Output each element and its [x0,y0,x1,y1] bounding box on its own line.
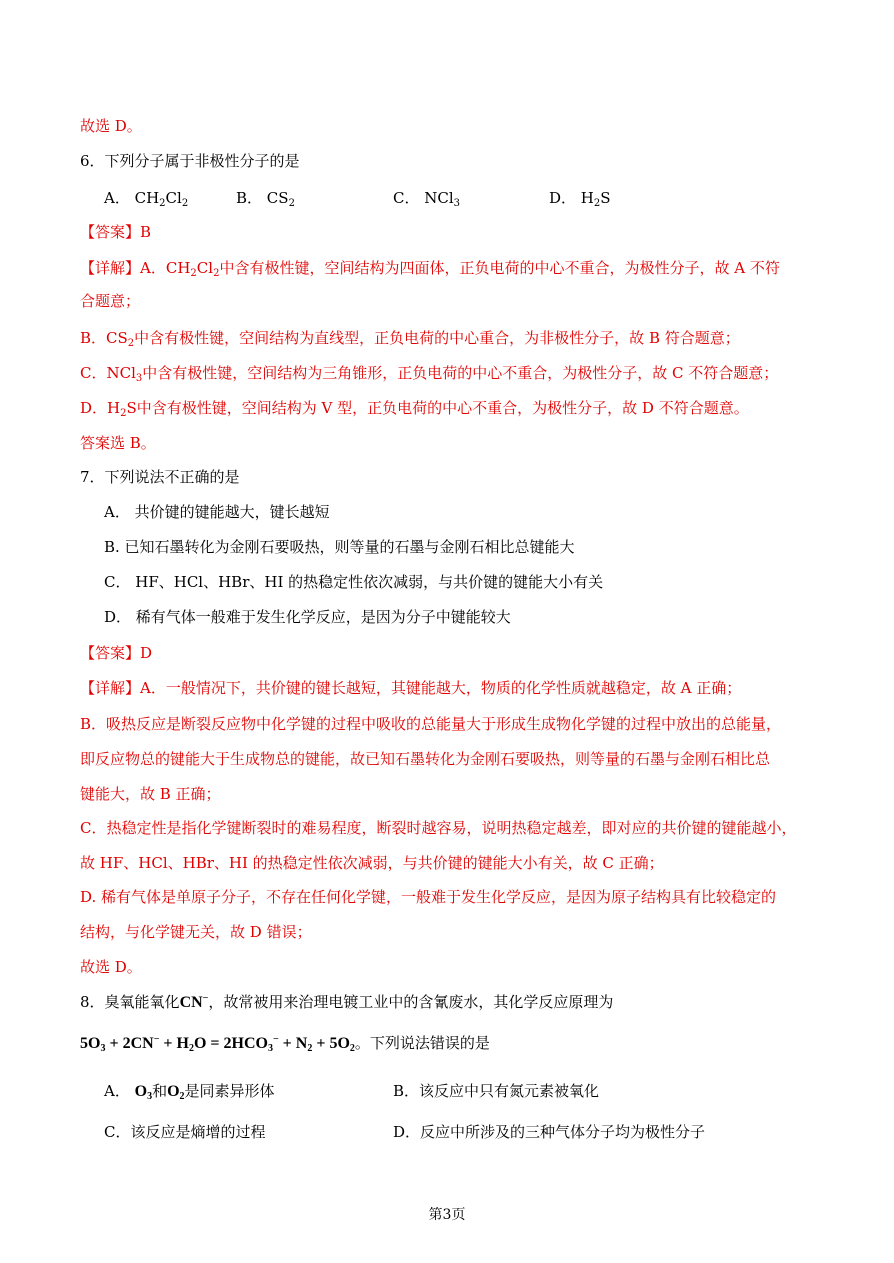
q6-detail-b: B．$CS_2$中含有极性键，空间结构为直线型，正负电荷的中心重合，为非极性分子，故 B 符合题意； [80,329,740,349]
q6-detail-c: C．NCl$_3$中含有极性键，空间结构为三角锥形，正负电荷的中心不重合，为极性分子，故 C 不符合题意； [80,364,779,384]
q7-option-a: A． 共价键的键能越大，键长越短 [104,503,330,521]
q7-answer [80,643,152,663]
q7-number: 7． [80,468,105,486]
q7-option-d: D． 稀有气体一般难于发生化学反应，是因为分子中键能较大 [104,608,511,626]
q6-detail-a: 【详解】A．$CH_2Cl_2$中含有极性键，空间结构为四面体，正负电荷的中心不重合，为极性分子，故 A 不符 [80,259,780,279]
q7-option-c: C． HF、HCl、HBr、HI 的热稳定性依次减弱，与共价键的键能大小有关 [104,573,604,591]
q7-detail-d2: 结构，与化学键无关，故 D 错误； [80,923,312,941]
q7-detail-b2: 即反应物总的键能大于生成物总的键能，故已知石墨转化为金刚石要吸热，则等量的石墨与金刚石相比总 [80,750,771,768]
detail-tag: 【详解】 [80,259,141,277]
reaction-equation: $5O_3 + 2CN^- + H_2O = 2HCO_3^- + N_2 + 5O_2$ [80,1034,355,1054]
q6-answer [80,222,151,242]
q8-equation-line: $5O_3 + 2CN^- + H_2O = 2HCO_3^- + N_2 + 5O_2$。下列说法错误的是 [80,1034,490,1054]
answer-value: D [140,644,153,662]
detail-tag: 【详解】 [80,679,141,697]
q7-detail-c1: C．热稳定性是指化学键断裂时的难易程度，断裂时越容易，说明热稳定越差，即对应的共价键的键能越小， [80,819,797,837]
q6-option-a: A． $CH_2Cl_2$ [104,189,189,209]
q7-stem-text: 下列说法不正确的是 [104,468,240,486]
q6-stem [80,151,300,171]
q6-conclusion: 答案选 B。 [80,434,156,452]
q7-option-b: B. 已知石墨转化为金刚石要吸热，则等量的石墨与金刚石相比总键能大 [104,538,575,556]
q7-conclusion: 故选 D。 [80,958,142,976]
q7-detail-b1: B．吸热反应是断裂反应物中化学键的过程中吸收的总能量大于形成生成物化学键的过程中放出的总能量， [80,715,782,733]
answer-tag: 【答案】 [80,223,141,241]
q8-option-d: D．反应中所涉及的三种气体分子均为极性分子 [393,1123,706,1141]
q6-option-c: C． NCl$_3$ [393,189,461,209]
answer-value: B [140,223,152,241]
q6-detail-a-cont: 合题意； [80,292,141,310]
q7-detail-a: 【详解】A．一般情况下，共价键的键长越短，其键能越大，物质的化学性质就越稳定，故 A 正确； [80,679,742,697]
q6-stem-text: 下列分子属于非极性分子的是 [104,152,300,170]
q8-stem: 8．臭氧能氧化CN−，故常被用来治理电镀工业中的含氰废水，其化学反应原理为 [80,993,614,1011]
q5-conclusion: 故选 D。 [80,117,142,135]
q8-number: 8． [80,993,105,1011]
q6-option-d: D． $H_2S$ [549,189,611,209]
q8-option-a: A． $O_3$和$O_2$是同素异形体 [104,1082,275,1102]
q6-option-b: B． $CS_2$ [236,189,295,209]
cyanide-formula: CN− [179,993,209,1011]
page-number: 第3页 [428,1207,466,1223]
q6-number: 6． [80,152,105,170]
q7-stem [80,467,240,487]
q7-detail-d1: D. 稀有气体是单原子分子，不存在任何化学键，一般难于发生化学反应，是因为原子结构具有比较稳定的 [80,888,777,906]
answer-tag: 【答案】 [80,644,141,662]
q8-option-b: B．该反应中只有氮元素被氧化 [393,1082,600,1100]
q7-detail-c2: 故 HF、HCl、HBr、HI 的热稳定性依次减弱，与共价键的键能大小有关，故 C 正确； [80,854,664,872]
q8-option-c: C．该反应是熵增的过程 [104,1123,266,1141]
q7-detail-b3: 键能大，故 B 正确； [80,785,221,803]
q6-detail-d: D．$H_2S$中含有极性键，空间结构为 V 型，正负电荷的中心不重合，为极性分子，故 D 不符合题意。 [80,399,749,419]
